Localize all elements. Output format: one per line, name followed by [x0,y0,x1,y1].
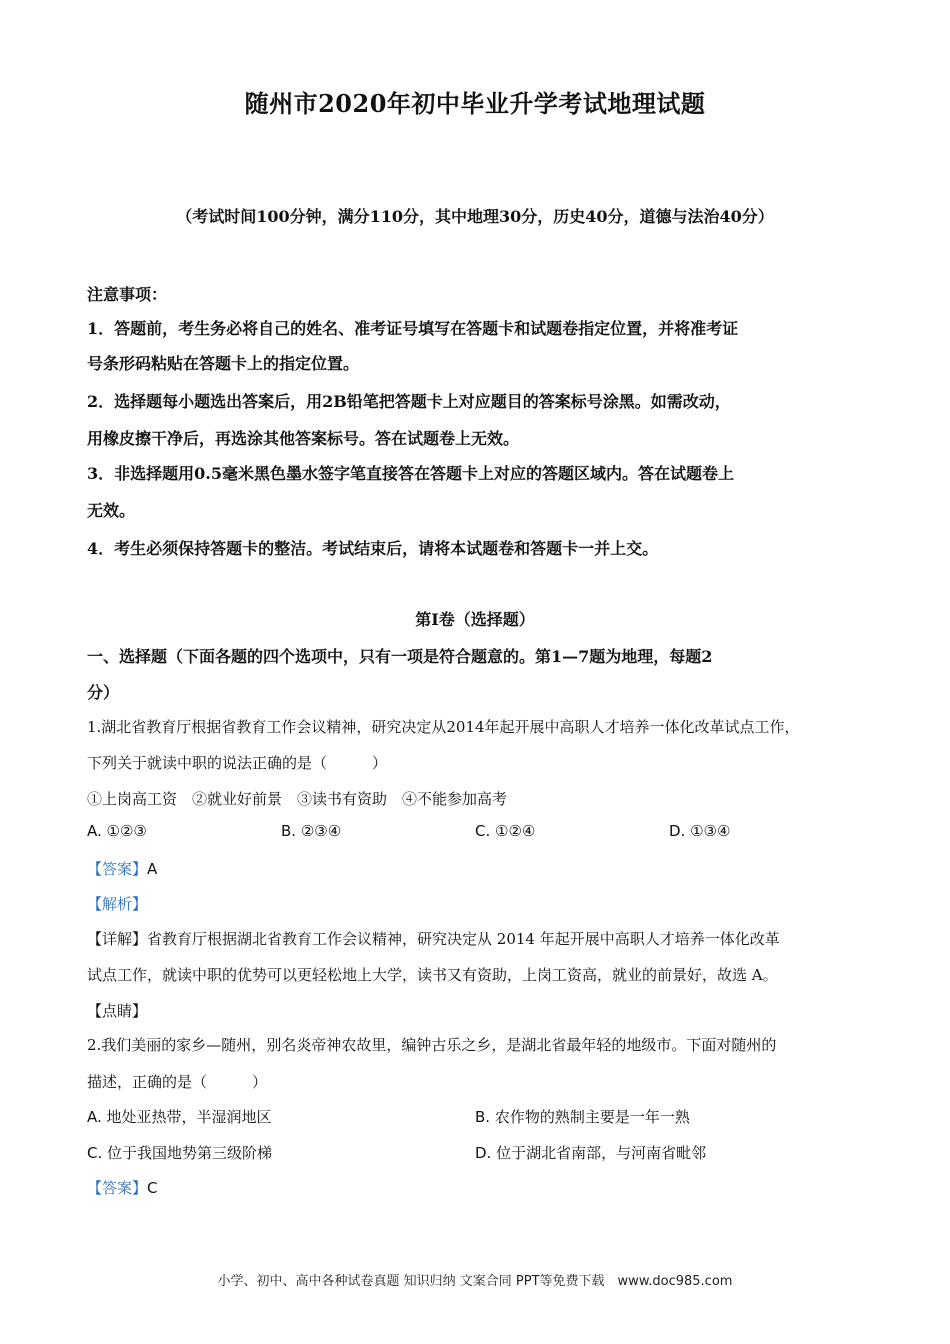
question-1-option-a: A. ①②③ [87,822,147,840]
detail-tag: 【详解】 [87,930,148,948]
exam-info: （考试时间100分钟，满分110分，其中地理30分，历史40分，道德与法治40分） [176,207,774,226]
question-2-option-c: C. 位于我国地势第三级阶梯 [87,1144,273,1162]
notice-item-2-line-1: 2．选择题每小题选出答案后，用2B铅笔把答题卡上对应题目的答案标号涂黑。如需改动， [87,392,731,411]
footer-text: 小学、初中、高中各种试卷真题 知识归纳 文案合同 PPT等免费下载 www.doc985.com [217,1274,733,1289]
notice-item-3-line-2: 无效。 [87,501,136,520]
answer-value: C [147,1179,158,1197]
question-1-answer [87,858,157,879]
question-1-detail-line-1 [87,928,780,949]
notice-item-3-line-1: 3．非选择题用0.5毫米黑色墨水签字笔直接答在答题卡上对应的答题区域内。答在试题卷上 [87,464,734,483]
page-title: 随州市2020年初中毕业升学考试地理试题 [244,89,706,118]
answer-tag: 【答案】 [87,860,148,878]
notice-heading: 注意事项： [87,285,168,304]
section-heading-line-2: 分） [87,683,120,702]
question-2-option-d: D. 位于湖北省南部，与河南省毗邻 [475,1144,707,1162]
answer-tag: 【答案】 [87,1179,148,1197]
question-2-line-1: 2.我们美丽的家乡—随州，别名炎帝神农故里，编钟古乐之乡，是湖北省最年轻的地级市。下面对随州的 [87,1036,777,1054]
question-1-line-2: 下列关于就读中职的说法正确的是（ ） [87,754,388,772]
notice-item-2-line-2: 用橡皮擦干净后，再选涂其他答案标号。答在试题卷上无效。 [87,429,520,448]
notice-item-1-line-2: 号条形码粘贴在答题卡上的指定位置。 [87,354,360,373]
question-1-detail-line-2: 试点工作，就读中职的优势可以更轻松地上大学，读书又有资助，上岗工资高，就业的前景好，故选 A。 [87,966,778,984]
question-2-answer [87,1177,158,1198]
question-1-statements: ①上岗高工资 ②就业好前景 ③读书有资助 ④不能参加高考 [87,790,508,808]
question-1-option-c: C. ①②④ [475,822,536,840]
notice-item-4: 4．考生必须保持答题卡的整洁。考试结束后，请将本试题卷和答题卡一并上交。 [87,539,659,558]
notice-item-1-line-1: 1．答题前，考生务必将自己的姓名、准考证号填写在答题卡和试题卷指定位置，并将准考证 [87,319,739,338]
answer-value: A [147,860,158,878]
question-2-option-a: A. 地处亚热带，半湿润地区 [87,1108,272,1126]
question-2-option-b: B. 农作物的熟制主要是一年一熟 [475,1108,690,1126]
question-1-line-1: 1.湖北省教育厅根据省教育工作会议精神，研究决定从2014年起开展中高职人才培养一体化改革试点工作， [87,718,800,736]
section-heading-line-1: 一、选择题（下面各题的四个选项中，只有一项是符合题意的。第1—7题为地理，每题2 [87,647,713,666]
question-2-line-2: 描述，正确的是（ ） [87,1073,268,1091]
question-1-comment-tag: 【点睛】 [87,1002,148,1020]
question-1-analysis-tag: 【解析】 [87,895,148,913]
detail-text: 省教育厅根据湖北省教育工作会议精神，研究决定从 2014 年起开展中高职人才培养一体化改革 [147,930,780,948]
question-1-option-d: D. ①③④ [669,822,731,840]
question-1-option-b: B. ②③④ [281,822,342,840]
part-title: 第Ⅰ卷（选择题） [415,610,535,629]
